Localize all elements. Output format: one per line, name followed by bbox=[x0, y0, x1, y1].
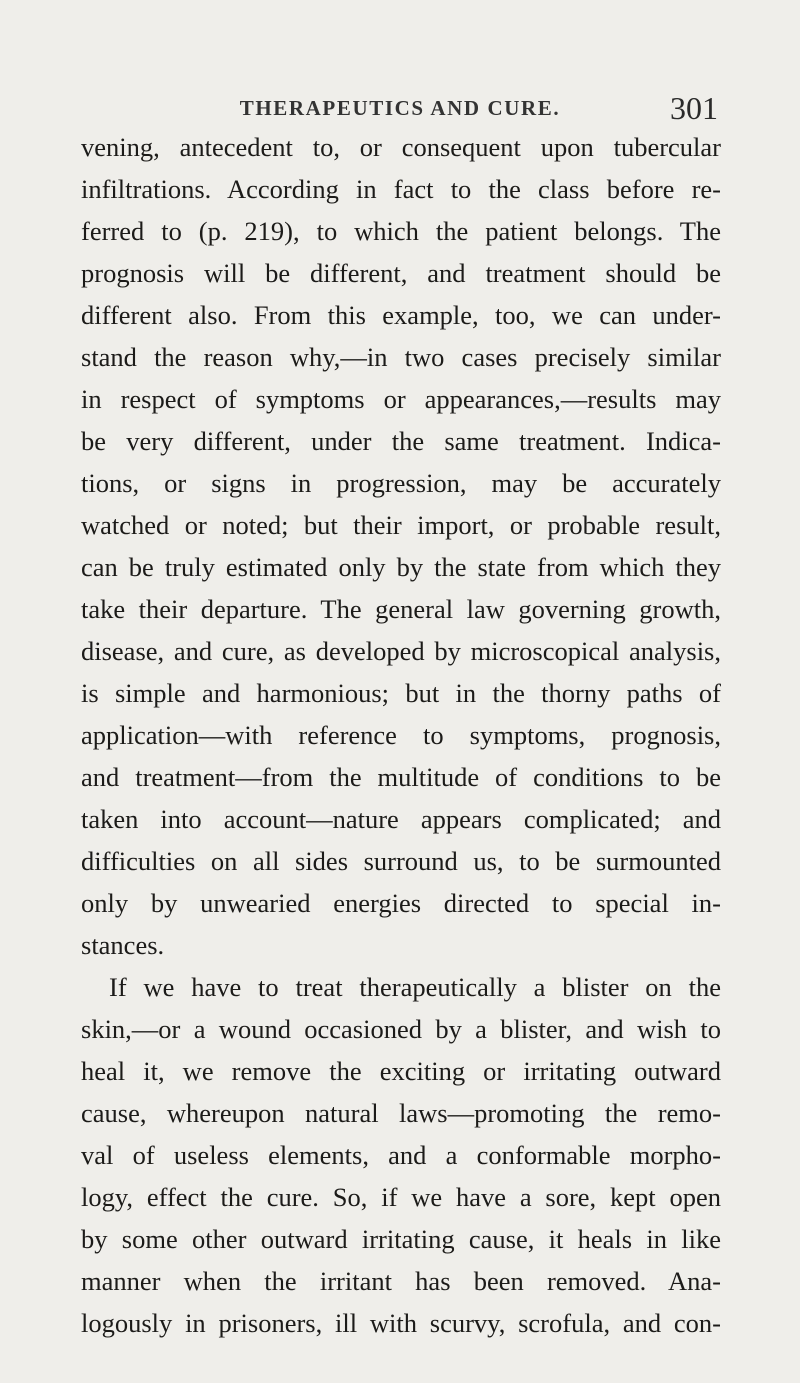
text-line: skin,—or a wound occasioned by a blister, and wish to bbox=[81, 1014, 721, 1044]
text-line: in respect of symptoms or appearances,—results may bbox=[81, 384, 721, 414]
text-line: only by unwearied energies directed to special in- bbox=[81, 888, 721, 918]
text-line: cause, whereupon natural laws—promoting the remo- bbox=[81, 1098, 721, 1128]
text-line: watched or noted; but their import, or probable result, bbox=[81, 510, 721, 540]
text-line: val of useless elements, and a conformable morpho- bbox=[81, 1140, 721, 1170]
running-head-title: THERAPEUTICS AND CURE. bbox=[239, 96, 561, 120]
text-line: stand the reason why,—in two cases precisely similar bbox=[81, 342, 721, 372]
text-line: manner when the irritant has been removed. Ana- bbox=[81, 1266, 721, 1296]
text-line: be very different, under the same treatment. Indica- bbox=[81, 426, 721, 456]
text-line: stances. bbox=[81, 930, 165, 960]
text-line: can be truly estimated only by the state from which they bbox=[81, 552, 721, 582]
text-line: disease, and cure, as developed by microscopical analysis, bbox=[81, 636, 721, 666]
text-line: heal it, we remove the exciting or irritating outward bbox=[81, 1056, 721, 1086]
text-line: prognosis will be different, and treatment should be bbox=[81, 258, 721, 288]
text-line: ferred to (p. 219), to which the patient belongs. The bbox=[81, 216, 721, 246]
text-line: If we have to treat therapeutically a blister on the bbox=[109, 972, 721, 1002]
text-line: taken into account—nature appears complicated; and bbox=[81, 804, 721, 834]
text-line: and treatment—from the multitude of conditions to be bbox=[81, 762, 721, 792]
text-line: by some other outward irritating cause, it heals in like bbox=[81, 1224, 721, 1254]
text-line: difficulties on all sides surround us, to be surmounted bbox=[81, 846, 721, 876]
text-line: logously in prisoners, ill with scurvy, scrofula, and con- bbox=[81, 1308, 721, 1338]
text-line: is simple and harmonious; but in the thorny paths of bbox=[81, 678, 721, 708]
text-line: tions, or signs in progression, may be accurately bbox=[81, 468, 721, 498]
text-line: application—with reference to symptoms, prognosis, bbox=[81, 720, 721, 750]
text-line: take their departure. The general law governing growth, bbox=[81, 594, 721, 624]
text-line: different also. From this example, too, we can under- bbox=[81, 300, 721, 330]
text-line: vening, antecedent to, or consequent upon tubercular bbox=[81, 132, 721, 162]
text-line: infiltrations. According in fact to the class before re- bbox=[81, 174, 721, 204]
page-number: 301 bbox=[670, 90, 718, 126]
running-head bbox=[0, 90, 800, 130]
text-line: logy, effect the cure. So, if we have a sore, kept open bbox=[81, 1182, 721, 1212]
